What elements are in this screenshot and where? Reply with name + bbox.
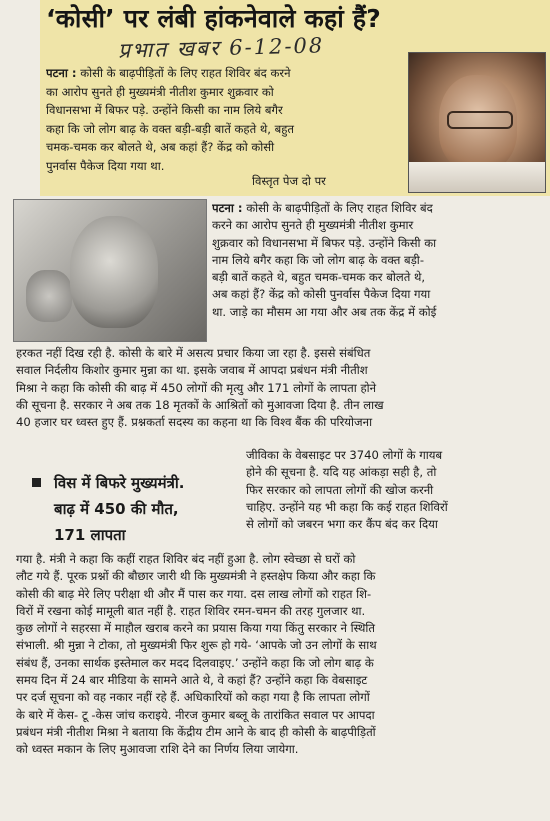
portrait-photo-left [13, 199, 207, 342]
handwritten-date-note: प्रभात खबर 6-12-08 [117, 33, 325, 63]
body-top-line-2: करने का आरोप सुनते ही मुख्यमंत्री नीतीश कुमार [212, 218, 414, 233]
body-top-line-5: बड़ी बातें कहते थे, बहुत चमक-चमक कर बोलते थे, [212, 270, 426, 285]
body-bottom-line-2: लौट गये हैं. पूरक प्रश्नों की बौछार जारी थी कि मुख्यमंत्री ने हस्तक्षेप किया और कहा कि [16, 569, 376, 584]
portrait-glasses [447, 111, 513, 129]
portrait-face [70, 216, 158, 328]
headline: ‘कोसी’ पर लंबी हांकनेवाले कहां हैं? [46, 4, 381, 33]
body-mid-line-3: मिश्रा ने कहा कि कोसी की बाढ़ में 450 लोगों की मृत्यु और 171 लोगों के लापता होने [16, 380, 377, 395]
body-bottom-line-12: को ध्वस्त मकान के लिए मुआवजा राशि देने का निर्णय लिया जायेगा. [16, 742, 299, 757]
body-top-line-1: पटना : कोसी के बाढ़पीड़ितों के लिए राहत शिविर बंद [212, 201, 433, 215]
pull-quote-line-3: 171 लापता [54, 526, 126, 544]
lead-summary [46, 64, 404, 176]
lead-line-6: पुनर्वास पैकेज दिया गया था. [46, 158, 165, 173]
body-top-line-4: नाम लिये बगैर कहा कि जो लोग बाढ़ के वक्त बड़ी- [212, 252, 424, 267]
lead-dateline: पटना : [46, 66, 77, 80]
pull-quote [34, 470, 234, 548]
body-mid-line-4: की सूचना है. सरकार ने अब तक 18 मृतकों के आश्रितों को मुआवजा दिया है. तीन लाख [16, 397, 384, 412]
article-body-top [212, 200, 544, 321]
body-bottom-line-9: पर दर्ज सूचना को वह नकार नहीं रहे हैं. अधिकारियों को कहा गया है कि लापता लोगों [16, 690, 370, 705]
body-bottom-line-6: संभाली. श्री मुन्ना ने टोका, तो मुख्यमंत्री फिर शुरू हो गये- ‘आपके जो उन लोगों के साथ [16, 638, 377, 653]
portrait-hand [26, 270, 72, 322]
lead-line-1: पटना : कोसी के बाढ़पीड़ितों के लिए राहत शिविर बंद करने [46, 66, 291, 80]
body-top-line-7: था. जाड़े का मौसम आ गया और अब तक केंद्र में कोई [212, 304, 437, 319]
body-bottom-line-4: विरों में रखना कोई मामूली बात नहीं है. राहत शिविर रमन-चमन की तरह गुलजार था. [16, 603, 366, 618]
body-top-line-3: शुक्रवार को विधानसभा में बिफर पड़े. उन्होंने किसी का [212, 235, 437, 250]
body-side-line-3: फिर सरकार को लापता लोगों की खोज करनी [246, 482, 434, 497]
body-side-line-4: चाहिए. उन्होंने यह भी कहा कि कई राहत शिविरों [246, 499, 448, 514]
body-bottom-line-8: समय दिन में 24 बार मीडिया के सामने आते थे, वे कहां हैं? उन्होंने कहा कि वेबसाइट [16, 673, 368, 688]
body-dateline: पटना : [212, 201, 243, 215]
body-bottom-line-7: संबंध हैं, उनका सार्थक इस्तेमाल कर मदद दिलवाइए.’ उन्होंने कहा कि जो लोग बाढ़ के [16, 655, 374, 670]
body-bottom-line-5: कुछ लोगों ने सहरसा में माहौल खराब करने का प्रयास किया गया किंतु सरकार ने स्थिति [16, 621, 375, 636]
article-body-side [246, 447, 546, 533]
continued-note: विस्तृत पेज दो पर [252, 174, 326, 188]
body-side-line-2: होने की सूचना है. यदि यह आंकड़ा सही है, तो [246, 465, 437, 480]
body-side-line-1: जीविका के वेबसाइट पर 3740 लोगों के गायब [246, 448, 443, 462]
body-bottom-line-10: के बारे में केस- टू -केस जांच कराइये. नीरज कुमार बब्लू के तारांकित सवाल पर आपदा [16, 707, 375, 722]
lead-line-2: का आरोप सुनते ही मुख्यमंत्री नीतीश कुमार शुक्रवार को [46, 84, 274, 99]
lead-line-4: कहा कि जो लोग बाढ़ के वक्त बड़ी-बड़ी बातें कहते थे, बहुत [46, 121, 295, 136]
body-bottom-line-11: प्रबंधन मंत्री नीतीश मिश्रा ने बताया कि केंद्रीय टीम आने के बाद ही कोसी के बाढ़पीड़ितों [16, 724, 376, 739]
lead-line-3: विधानसभा में बिफर पड़े. उन्होंने किसी का नाम लिये बगैर [46, 103, 283, 118]
pull-quote-line-1: विस में बिफरे मुख्यमंत्री. [54, 474, 185, 492]
body-mid-line-2: सवाल निर्दलीय किशोर कुमार मुन्ना का था. इसके जवाब में आपदा प्रबंधन मंत्री नीतीश [16, 363, 368, 378]
portrait-shirt [409, 162, 545, 192]
portrait-photo-top [408, 52, 546, 193]
body-top-line-6: अब कहां हैं? केंद्र को कोसी पुनर्वास पैकेज दिया गया [212, 287, 431, 302]
article-body-bottom [16, 551, 546, 759]
body-mid-line-1: हरकत नहीं दिख रही है. कोसी के बारे में असत्य प्रचार किया जा रहा है. इससे संबंधित [16, 346, 371, 360]
pull-quote-line-2: बाढ़ में 450 की मौत, [54, 500, 179, 518]
lead-line-5: चमक-चमक कर बोलते थे, अब कहां हैं? केंद्र को कोसी [46, 140, 275, 155]
square-bullet-icon [32, 478, 41, 487]
body-bottom-line-1: गया है. मंत्री ने कहा कि कहीं राहत शिविर बंद नहीं हुआ है. लोग स्वेच्छा से घरों को [16, 552, 356, 566]
body-bottom-line-3: कोसी की बाढ़ मेरे लिए परीक्षा थी और मैं पास कर गया. दस लाख लोगों को राहत शि- [16, 586, 372, 601]
article-body-middle [16, 345, 546, 431]
body-side-line-5: से लोगों को जबरन भगा कर कैंप बंद कर दिया [246, 517, 438, 532]
body-mid-line-5: 40 हजार घर ध्वस्त हुए हैं. प्रश्नकर्ता सदस्य का कहना था कि विश्व बैंक की परियोजना [16, 415, 373, 430]
